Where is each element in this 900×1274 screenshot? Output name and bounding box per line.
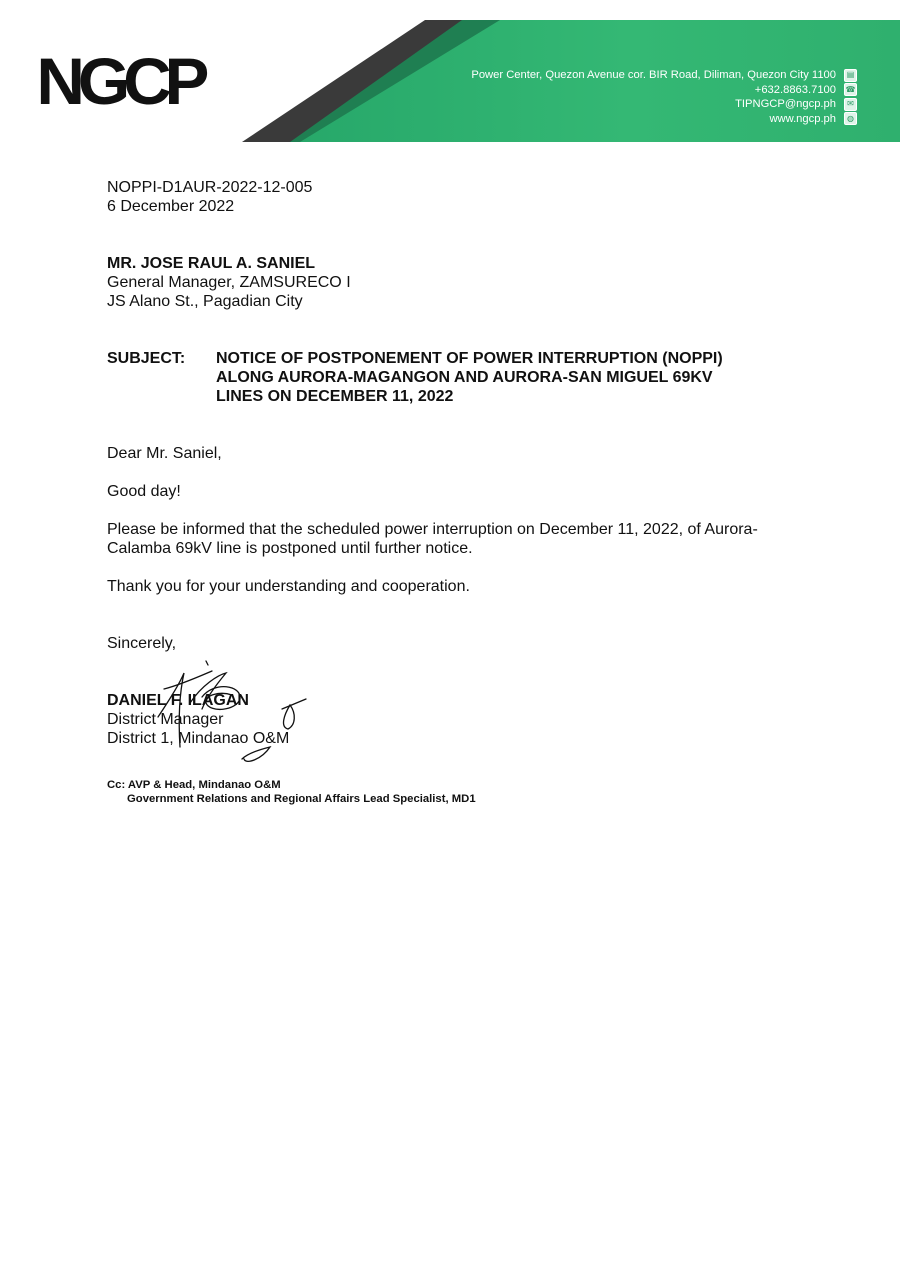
- signatory-office: District 1, Mindanao O&M: [107, 730, 290, 747]
- greeting: Good day!: [107, 483, 181, 500]
- salutation: Dear Mr. Saniel,: [107, 445, 222, 462]
- contact-info: [471, 68, 857, 126]
- contact-address: Power Center, Quezon Avenue cor. BIR Road, Diliman, Quezon City 1100: [471, 69, 836, 81]
- recipient-name: MR. JOSE RAUL A. SANIEL: [107, 255, 316, 272]
- subject-line: ALONG AURORA-MAGANGON AND AURORA-SAN MIGUEL 69KV: [216, 369, 713, 386]
- subject-line: LINES ON DECEMBER 11, 2022: [216, 388, 454, 405]
- signatory-name: DANIEL F. ILAGAN: [107, 692, 249, 709]
- closing: Sincerely,: [107, 635, 177, 652]
- contact-website-row: [471, 112, 857, 127]
- contact-website[interactable]: www.ngcp.ph: [769, 112, 836, 125]
- subject-block: [107, 349, 807, 406]
- globe-icon: ◍: [844, 112, 857, 125]
- recipient-position: General Manager, ZAMSURECO I: [107, 274, 351, 291]
- contact-address-row: [471, 68, 857, 83]
- ngcp-logo: [36, 44, 203, 118]
- letter-date: 6 December 2022: [107, 198, 235, 215]
- subject-text: [216, 349, 776, 406]
- signatory-title: District Manager: [107, 711, 224, 728]
- cc-line: Cc: AVP & Head, Mindanao O&M: [107, 779, 281, 791]
- contact-email[interactable]: TIPNGCP@ngcp.ph: [735, 98, 836, 110]
- cc-line: Government Relations and Regional Affairs Lead Specialist, MD1: [127, 793, 476, 805]
- letter-body: [107, 178, 807, 806]
- thanks-line: Thank you for your understanding and cooperation.: [107, 578, 470, 595]
- letterhead: [0, 0, 900, 150]
- subject-line: NOTICE OF POSTPONEMENT OF POWER INTERRUPTION (NOPPI): [216, 350, 723, 367]
- recipient-address: JS Alano St., Pagadian City: [107, 293, 303, 310]
- email-icon: ✉: [844, 98, 857, 111]
- cc-list: [107, 778, 807, 806]
- body-line: Calamba 69kV line is postponed until further notice.: [107, 540, 473, 557]
- contact-email-row: [471, 97, 857, 112]
- logo-wordmark: NGCP: [36, 44, 203, 118]
- subject-label: SUBJECT:: [107, 350, 186, 367]
- body-line: Please be informed that the scheduled power interruption on December 11, 2022, of Aurora-: [107, 521, 758, 538]
- phone-icon: ☎: [844, 83, 857, 96]
- contact-phone-row: [471, 83, 857, 98]
- building-icon: ▤: [844, 69, 857, 82]
- reference-number: NOPPI-D1AUR-2022-12-005: [107, 179, 313, 196]
- contact-phone: +632.8863.7100: [754, 83, 836, 96]
- body-paragraph: [107, 520, 807, 558]
